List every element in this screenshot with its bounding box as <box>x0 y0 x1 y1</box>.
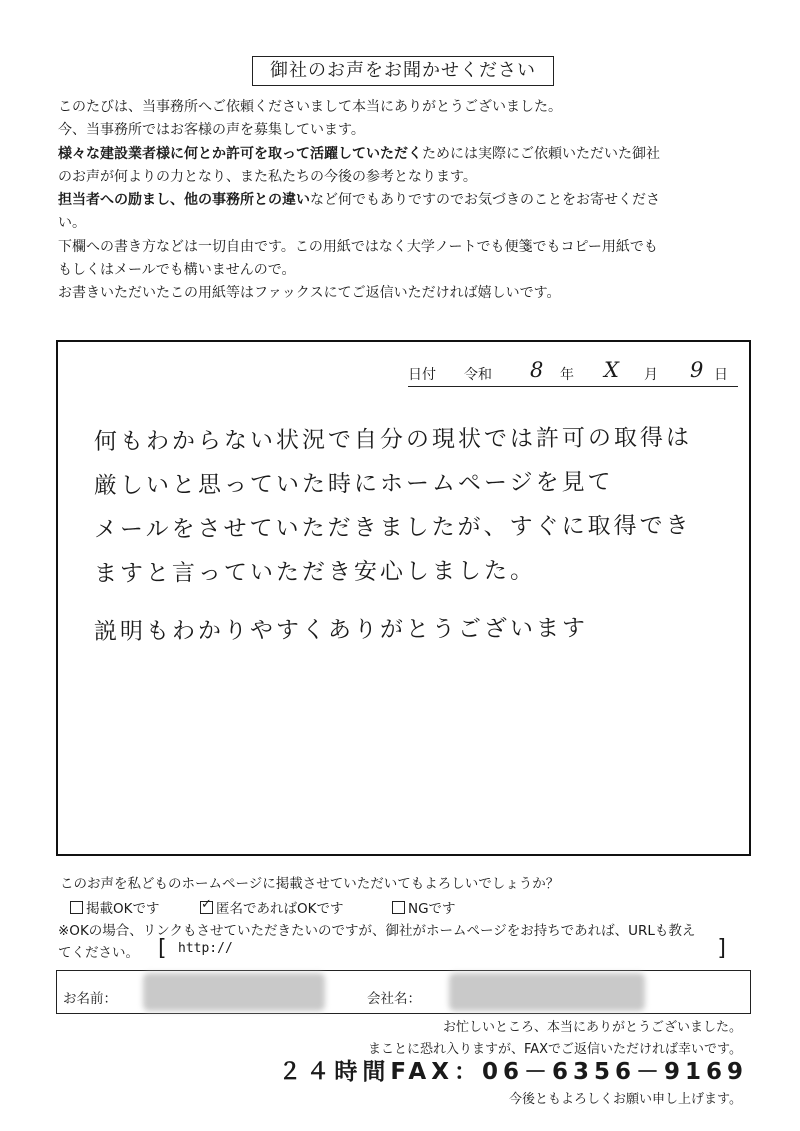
intro-line: もしくはメールでも構いませんので。 <box>58 262 296 279</box>
name-field-redacted[interactable] <box>143 973 325 1011</box>
message-line: 厳しいと思っていた時にホームページを見て <box>93 469 614 499</box>
company-label: 会社名： <box>367 991 421 1007</box>
footer-closing: 今後ともよろしくお願い申し上げます。 <box>509 1092 742 1107</box>
checkbox-icon[interactable] <box>70 901 83 914</box>
intro-line: お書きいただいたこの用紙等はファックスにてご返信いただければ嬉しいです。 <box>58 285 561 302</box>
date-era: 令和 <box>464 367 492 383</box>
option-anonymous-ok[interactable]: ✓ 匿名であればOKです <box>201 897 344 917</box>
company-field-redacted[interactable] <box>449 973 645 1011</box>
intro-line: 様々な建設業者様に何とか許可を取って活躍していただくためには実際にご依頼いただいた御社 <box>58 145 660 162</box>
message-line: 説明もわかりやすくありがとうございます <box>93 615 589 645</box>
name-company-box <box>56 970 751 1014</box>
date-label: 日付 <box>408 367 436 383</box>
intro-line: このたびは、当事務所へご依頼くださいまして本当にありがとうございました。 <box>58 99 562 115</box>
message-line: ますと言っていただき安心しました。 <box>93 557 537 587</box>
page-title: 御社のお声をお聞かせください <box>252 56 554 86</box>
date-year-unit: 年 <box>560 367 574 383</box>
footer-request: まことに恐れ入りますが、FAXでご返信いただければ幸いです。 <box>367 1042 742 1057</box>
date-day-unit: 日 <box>714 367 728 383</box>
url-value[interactable]: http:// <box>178 941 233 956</box>
checkbox-icon[interactable] <box>392 901 405 914</box>
consent-question: このお声を私どものホームページに掲載させていただいてもよろしいでしょうか？ <box>60 876 560 892</box>
date-year: 8 <box>530 358 544 382</box>
intro-line: 担当者への励まし、他の事務所との違いなど何でもありですのでお気づきのことをお寄せくださ <box>58 192 660 209</box>
date-month: X <box>604 358 619 382</box>
message-box <box>56 340 751 856</box>
bracket-right: ] <box>717 936 726 961</box>
fax-number: ２４時間FAX：06－6356－9169 <box>278 1059 748 1085</box>
intro-line: 下欄への書き方などは一切自由です。この用紙ではなく大学ノートでも便箋でもコピー用紙でも <box>58 238 658 255</box>
option-publish-ok[interactable]: 掲載OKです <box>70 897 159 917</box>
intro-line: のお声が何よりの力となり、また私たちの今後の参考となります。 <box>58 168 477 185</box>
intro-emphasis: 様々な建設業者様に何とか許可を取って活躍していただく <box>58 145 422 162</box>
handwritten-message <box>94 420 744 654</box>
url-field[interactable] <box>158 936 726 962</box>
footer-thanks: お忙しいところ、本当にありがとうございました。 <box>442 1020 742 1035</box>
check-mark-icon: ✓ <box>201 897 212 912</box>
intro-line: 今、当事務所ではお客様の声を募集しています。 <box>58 122 365 139</box>
bracket-left: [ <box>158 936 167 961</box>
date-day: 9 <box>690 358 704 382</box>
intro-text <box>58 96 758 306</box>
message-line: メールをさせていただきましたが、すぐに取得でき <box>93 512 692 543</box>
option-ng[interactable]: NGです <box>392 897 456 917</box>
name-label: お名前： <box>63 991 117 1007</box>
intro-line: い。 <box>58 215 86 232</box>
intro-emphasis: 担当者への励まし、他の事務所との違い <box>58 192 310 209</box>
message-line: 何もわからない状況で自分の現状では許可の取得は <box>93 424 693 455</box>
date-row <box>408 360 738 387</box>
checkbox-checked-icon[interactable] <box>200 897 213 914</box>
link-note: ※OKの場合、リンクもさせていただきたいのですが、御社がホームページをお持ちであれば、URLも教え てください。 <box>58 923 696 961</box>
date-month-unit: 月 <box>644 367 658 383</box>
